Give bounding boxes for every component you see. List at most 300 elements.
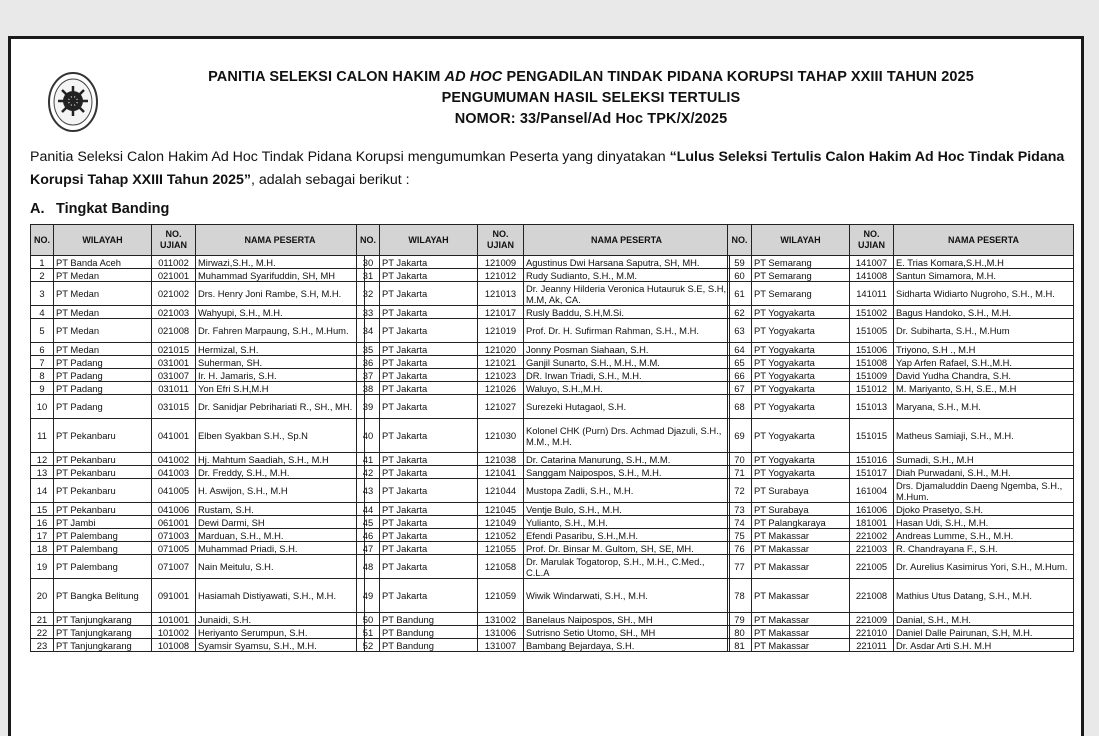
table-row [728,356,1074,369]
table-row [31,356,365,369]
table-row [728,369,1074,382]
region: PT Yogyakarta [752,395,850,419]
table-row [357,395,730,419]
row-number: 61 [728,282,752,306]
table-row [357,579,730,613]
participant-name: Sutrisno Setio Utomo, SH., MH [524,626,730,639]
participant-name: Dr. Catarina Manurung, S.H., M.M. [524,453,730,466]
results-table-1 [30,224,365,652]
table-row [728,626,1074,639]
row-number: 77 [728,555,752,579]
exam-number: 141007 [850,256,894,269]
results-table-3 [727,224,1074,652]
participant-name: Mirwazi,S.H., M.H. [196,256,365,269]
table-row [728,516,1074,529]
row-number: 17 [31,529,54,542]
table-row [357,516,730,529]
table-row [357,419,730,453]
table-row [728,306,1074,319]
exam-number: 151002 [850,306,894,319]
region: PT Jakarta [380,542,478,555]
exam-number: 071003 [152,529,196,542]
announcement-document [8,36,1084,736]
table-row [31,466,365,479]
row-number: 67 [728,382,752,395]
row-number: 11 [31,419,54,453]
region: PT Yogyakarta [752,319,850,343]
table-row [728,382,1074,395]
exam-number: 021008 [152,319,196,343]
header-line-2: PENGUMUMAN HASIL SELEKSI TERTULIS [441,90,741,106]
region: PT Padang [54,382,152,395]
table-row [31,256,365,269]
region: PT Banda Aceh [54,256,152,269]
table-row [31,382,365,395]
participant-name: Dr. Freddy, S.H., M.H. [196,466,365,479]
row-number: 34 [357,319,380,343]
participant-name: Heriyanto Serumpun, S.H. [196,626,365,639]
exam-number: 221005 [850,555,894,579]
row-number: 74 [728,516,752,529]
exam-number: 021002 [152,282,196,306]
exam-number: 121009 [478,256,524,269]
exam-number: 151006 [850,343,894,356]
exam-number: 121059 [478,579,524,613]
region: PT Makassar [752,529,850,542]
row-number: 81 [728,639,752,652]
table-row [31,579,365,613]
row-number: 63 [728,319,752,343]
row-number: 36 [357,356,380,369]
header-line-3: NOMOR: 33/Pansel/Ad Hoc TPK/X/2025 [454,111,728,127]
section-heading: A. Tingkat Banding [30,201,170,217]
row-number: 71 [728,466,752,479]
exam-number: 121030 [478,419,524,453]
region: PT Bandung [380,639,478,652]
region: PT Makassar [752,579,850,613]
table-row [357,356,730,369]
region: PT Bandung [380,613,478,626]
table-row [357,466,730,479]
participant-name: Elben Syakban S.H., Sp.N [196,419,365,453]
region: PT Surabaya [752,503,850,516]
region: PT Jakarta [380,343,478,356]
region: PT Yogyakarta [752,466,850,479]
table-row [31,453,365,466]
participant-name: Dr. Sanidjar Pebrihariati R., SH., MH. [196,395,365,419]
participant-name: David Yudha Chandra, S.H. [894,369,1074,382]
participant-name: Santun Simamora, M.H. [894,269,1074,282]
region: PT Jakarta [380,256,478,269]
row-number: 52 [357,639,380,652]
table-row [357,382,730,395]
region: PT Makassar [752,626,850,639]
region: PT Tanjungkarang [54,626,152,639]
exam-number: 121021 [478,356,524,369]
region: PT Jakarta [380,453,478,466]
participant-name: Ventje Bulo, S.H., M.H. [524,503,730,516]
participant-name: Ir. H. Jamaris, S.H. [196,369,365,382]
row-number: 37 [357,369,380,382]
region: PT Jakarta [380,419,478,453]
participant-name: Danial, S.H., M.H. [894,613,1074,626]
participant-name: Muhammad Priadi, S.H. [196,542,365,555]
participant-name: Wahyupi, S.H., M.H. [196,306,365,319]
region: PT Padang [54,369,152,382]
exam-number: 031007 [152,369,196,382]
table-row [357,479,730,503]
column-header: NO. [728,225,752,256]
participant-name: Hasiamah Distiyawati, S.H., M.H. [196,579,365,613]
participant-name: Yon Efri S.H,M.H [196,382,365,395]
exam-number: 151012 [850,382,894,395]
exam-number: 121052 [478,529,524,542]
table-row [357,369,730,382]
exam-number: 151017 [850,466,894,479]
table-row [31,639,365,652]
table-row [31,613,365,626]
table-header-row [728,225,1074,256]
row-number: 40 [357,419,380,453]
row-number: 68 [728,395,752,419]
exam-number: 121012 [478,269,524,282]
row-number: 7 [31,356,54,369]
participant-name: Hermizal, S.H. [196,343,365,356]
table-row [31,369,365,382]
table-row [357,542,730,555]
table-row [31,516,365,529]
region: PT Jakarta [380,306,478,319]
region: PT Palembang [54,555,152,579]
participant-name: Muhammad Syarifuddin, SH, MH [196,269,365,282]
row-number: 39 [357,395,380,419]
exam-number: 041002 [152,453,196,466]
participant-name: Rusly Baddu, S.H,M.Si. [524,306,730,319]
participant-name: M. Mariyanto, S.H, S.E., M.H [894,382,1074,395]
table-row [357,269,730,282]
row-number: 15 [31,503,54,516]
exam-number: 161006 [850,503,894,516]
exam-number: 181001 [850,516,894,529]
region: PT Jakarta [380,555,478,579]
participant-name: Dr. Jeanny Hilderia Veronica Hutauruk S.E, S.H, M.M, Ak, CA. [524,282,730,306]
region: PT Jakarta [380,382,478,395]
table-row [357,555,730,579]
row-number: 69 [728,419,752,453]
exam-number: 011002 [152,256,196,269]
participant-name: Marduan, S.H., M.H. [196,529,365,542]
participant-name: Drs. Djamaluddin Daeng Ngemba, S.H., M.Hum. [894,479,1074,503]
column-header: NAMA PESERTA [524,225,730,256]
region: PT Jakarta [380,369,478,382]
participant-name: Efendi Pasaribu, S.H.,M.H. [524,529,730,542]
table-row [31,319,365,343]
exam-number: 131002 [478,613,524,626]
column-header: NO. UJIAN [478,225,524,256]
participant-name: H. Aswijon, S.H., M.H [196,479,365,503]
exam-number: 221003 [850,542,894,555]
exam-number: 121038 [478,453,524,466]
row-number: 35 [357,343,380,356]
table-header-row [31,225,365,256]
exam-number: 021015 [152,343,196,356]
participant-name: Dr. Marulak Togatorop, S.H., M.H., C.Med., C.L.A [524,555,730,579]
row-number: 22 [31,626,54,639]
table-row [728,453,1074,466]
exam-number: 131007 [478,639,524,652]
table-row [728,319,1074,343]
row-number: 8 [31,369,54,382]
row-number: 59 [728,256,752,269]
exam-number: 151013 [850,395,894,419]
row-number: 78 [728,579,752,613]
exam-number: 121023 [478,369,524,382]
table-row [728,542,1074,555]
exam-number: 221008 [850,579,894,613]
participant-name: Prof. Dr. H. Sufirman Rahman, S.H., M.H. [524,319,730,343]
exam-number: 151008 [850,356,894,369]
participant-name: Dr. Aurelius Kasimirus Yori, S.H., M.Hum. [894,555,1074,579]
region: PT Makassar [752,613,850,626]
exam-number: 061001 [152,516,196,529]
exam-number: 221010 [850,626,894,639]
exam-number: 151009 [850,369,894,382]
exam-number: 071005 [152,542,196,555]
row-number: 47 [357,542,380,555]
table-row [728,466,1074,479]
row-number: 76 [728,542,752,555]
column-header: NO. [31,225,54,256]
row-number: 31 [357,269,380,282]
row-number: 70 [728,453,752,466]
region: PT Medan [54,319,152,343]
region: PT Pekanbaru [54,466,152,479]
participant-name: Suherman, SH. [196,356,365,369]
exam-number: 141008 [850,269,894,282]
intro-paragraph: Panitia Seleksi Calon Hakim Ad Hoc Tindak Pidana Korupsi mengumumkan Peserta yang dinyatakan “Lulus Seleksi Tertulis Calon Hakim Ad Hoc Tindak Pidana Korupsi Tahap XXIII Tahun 2025”, adalah sebagai berikut : [30,149,1065,188]
region: PT Tanjungkarang [54,613,152,626]
region: PT Jakarta [380,579,478,613]
row-number: 64 [728,343,752,356]
table-row [728,579,1074,613]
table-row [357,626,730,639]
table-row [31,529,365,542]
table-row [357,343,730,356]
table-row [357,306,730,319]
table-row [31,555,365,579]
table-row [357,503,730,516]
participant-name: Diah Purwadani, S.H., M.H. [894,466,1074,479]
exam-number: 131006 [478,626,524,639]
participant-name: Syamsir Syamsu, S.H., M.H. [196,639,365,652]
participant-name: Yulianto, S.H., M.H. [524,516,730,529]
region: PT Yogyakarta [752,382,850,395]
exam-number: 101002 [152,626,196,639]
row-number: 30 [357,256,380,269]
exam-number: 121013 [478,282,524,306]
exam-number: 121026 [478,382,524,395]
exam-number: 121019 [478,319,524,343]
participant-name: Sidharta Widiarto Nugroho, S.H., M.H. [894,282,1074,306]
column-header: NAMA PESERTA [196,225,365,256]
row-number: 16 [31,516,54,529]
row-number: 42 [357,466,380,479]
region: PT Makassar [752,555,850,579]
column-header: WILAYAH [752,225,850,256]
region: PT Jakarta [380,269,478,282]
column-header: NAMA PESERTA [894,225,1074,256]
row-number: 60 [728,269,752,282]
exam-number: 221002 [850,529,894,542]
participant-name: Waluyo, S.H.,M.H. [524,382,730,395]
participant-name: Dr. Asdar Arti S.H. M.H [894,639,1074,652]
exam-number: 041001 [152,419,196,453]
table-row [357,256,730,269]
exam-number: 031001 [152,356,196,369]
region: PT Jambi [54,516,152,529]
table-row [31,479,365,503]
results-table-2 [356,224,730,652]
row-number: 66 [728,369,752,382]
participant-name: Sanggam Naipospos, S.H., M.H. [524,466,730,479]
region: PT Jakarta [380,356,478,369]
participant-name: E. Trias Komara,S.H.,M.H [894,256,1074,269]
participant-name: Rudy Sudianto, S.H., M.M. [524,269,730,282]
row-number: 4 [31,306,54,319]
table-row [728,343,1074,356]
exam-number: 141011 [850,282,894,306]
court-emblem-logo [47,71,99,133]
region: PT Medan [54,306,152,319]
exam-number: 121055 [478,542,524,555]
table-row [31,542,365,555]
region: PT Tanjungkarang [54,639,152,652]
participant-name: Mustopa Zadli, S.H., M.H. [524,479,730,503]
region: PT Makassar [752,542,850,555]
region: PT Semarang [752,256,850,269]
row-number: 19 [31,555,54,579]
participant-name: Dewi Darmi, SH [196,516,365,529]
table-row [728,419,1074,453]
column-header: NO. UJIAN [850,225,894,256]
exam-number: 091001 [152,579,196,613]
table-row [728,395,1074,419]
table-row [31,343,365,356]
table-row [31,503,365,516]
exam-number: 121027 [478,395,524,419]
table-row [728,613,1074,626]
participant-name: Hasan Udi, S.H., M.H. [894,516,1074,529]
table-row [728,256,1074,269]
row-number: 5 [31,319,54,343]
exam-number: 041005 [152,479,196,503]
region: PT Pekanbaru [54,479,152,503]
row-number: 38 [357,382,380,395]
table-row [31,306,365,319]
participant-name: Hj. Mahtum Saadiah, S.H., M.H [196,453,365,466]
region: PT Surabaya [752,479,850,503]
exam-number: 151005 [850,319,894,343]
table-row [728,503,1074,516]
table-row [728,479,1074,503]
table-row [728,555,1074,579]
row-number: 23 [31,639,54,652]
participant-name: Rustam, S.H. [196,503,365,516]
announcement-header [111,67,1071,130]
region: PT Palembang [54,542,152,555]
row-number: 2 [31,269,54,282]
row-number: 51 [357,626,380,639]
table-row [31,395,365,419]
participant-name: R. Chandrayana F., S.H. [894,542,1074,555]
table-row [357,453,730,466]
table-row [357,529,730,542]
participant-name: Kolonel CHK (Purn) Drs. Achmad Djazuli, S.H., M.M., M.H. [524,419,730,453]
participant-name: Prof. Dr. Binsar M. Gultom, SH, SE, MH. [524,542,730,555]
participant-name: DR. Irwan Triadi, S.H., M.H. [524,369,730,382]
row-number: 32 [357,282,380,306]
row-number: 80 [728,626,752,639]
exam-number: 121017 [478,306,524,319]
exam-number: 041003 [152,466,196,479]
region: PT Yogyakarta [752,419,850,453]
region: PT Jakarta [380,395,478,419]
table-row [728,269,1074,282]
exam-number: 121045 [478,503,524,516]
row-number: 44 [357,503,380,516]
table-row [728,639,1074,652]
exam-number: 121020 [478,343,524,356]
region: PT Medan [54,269,152,282]
exam-number: 221011 [850,639,894,652]
exam-number: 151015 [850,419,894,453]
participant-name: Nain Meitulu, S.H. [196,555,365,579]
exam-number: 121044 [478,479,524,503]
row-number: 33 [357,306,380,319]
table-row [728,282,1074,306]
participant-name: Drs. Henry Joni Rambe, S.H, M.H. [196,282,365,306]
region: PT Yogyakarta [752,343,850,356]
table-row [357,639,730,652]
exam-number: 121041 [478,466,524,479]
row-number: 12 [31,453,54,466]
row-number: 10 [31,395,54,419]
table-row [728,529,1074,542]
region: PT Yogyakarta [752,306,850,319]
table-row [357,282,730,306]
region: PT Semarang [752,282,850,306]
table-row [357,319,730,343]
participant-name: Sumadi, S.H., M.H [894,453,1074,466]
participant-name: Wiwik Windarwati, S.H., M.H. [524,579,730,613]
region: PT Bangka Belitung [54,579,152,613]
participant-name: Banelaus Naipospos, SH., MH [524,613,730,626]
participant-name: Daniel Dalle Pairunan, S.H, M.H. [894,626,1074,639]
exam-number: 101008 [152,639,196,652]
row-number: 41 [357,453,380,466]
exam-number: 021003 [152,306,196,319]
exam-number: 031011 [152,382,196,395]
row-number: 49 [357,579,380,613]
row-number: 21 [31,613,54,626]
row-number: 46 [357,529,380,542]
header-line-1: PANITIA SELEKSI CALON HAKIM AD HOC PENGADILAN TINDAK PIDANA KORUPSI TAHAP XXIII TAHUN 2025 [208,69,974,85]
table-header-row [357,225,730,256]
exam-number: 021001 [152,269,196,282]
row-number: 13 [31,466,54,479]
region: PT Jakarta [380,479,478,503]
row-number: 43 [357,479,380,503]
